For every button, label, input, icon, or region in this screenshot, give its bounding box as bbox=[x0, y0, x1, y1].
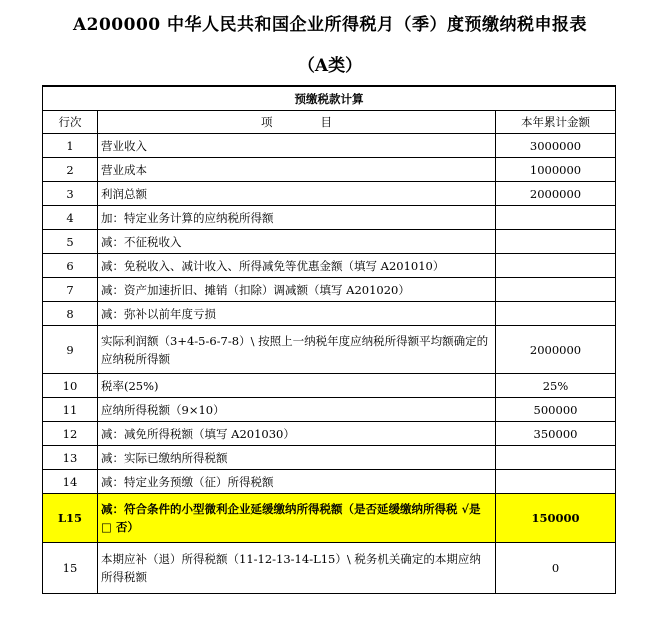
line-no: 4 bbox=[43, 206, 98, 230]
column-header-item-left: 项 bbox=[261, 115, 273, 129]
item-label: 减：特定业务预缴（征）所得税额 bbox=[98, 470, 496, 494]
amount-cell[interactable]: 150000 bbox=[496, 494, 616, 543]
line-no: 2 bbox=[43, 158, 98, 182]
line-no: 5 bbox=[43, 230, 98, 254]
column-header-row bbox=[43, 111, 616, 134]
amount-cell[interactable] bbox=[496, 446, 616, 470]
line-no: 13 bbox=[43, 446, 98, 470]
column-header-item bbox=[98, 111, 496, 134]
column-header-line-no: 行次 bbox=[43, 111, 98, 134]
item-label: 减：弥补以前年度亏损 bbox=[98, 302, 496, 326]
table-row bbox=[43, 158, 616, 182]
table-row bbox=[43, 134, 616, 158]
line-no: 11 bbox=[43, 398, 98, 422]
table-row bbox=[43, 206, 616, 230]
column-header-amount: 本年累计金额 bbox=[496, 111, 616, 134]
line-no: 14 bbox=[43, 470, 98, 494]
amount-cell[interactable]: 3000000 bbox=[496, 134, 616, 158]
item-label: 减：实际已缴纳所得税额 bbox=[98, 446, 496, 470]
table-row bbox=[43, 422, 616, 446]
line-no: 9 bbox=[43, 326, 98, 374]
line-no: 1 bbox=[43, 134, 98, 158]
table-row bbox=[43, 182, 616, 206]
table-row bbox=[43, 446, 616, 470]
line-no: L15 bbox=[43, 494, 98, 543]
form-subtitle: （A类） bbox=[297, 56, 363, 76]
line-no: 7 bbox=[43, 278, 98, 302]
line-no: 6 bbox=[43, 254, 98, 278]
line-no: 8 bbox=[43, 302, 98, 326]
item-label: 营业成本 bbox=[98, 158, 496, 182]
line-no: 10 bbox=[43, 374, 98, 398]
amount-cell[interactable]: 350000 bbox=[496, 422, 616, 446]
item-label: 加：特定业务计算的应纳税所得额 bbox=[98, 206, 496, 230]
line-no: 15 bbox=[43, 543, 98, 594]
item-label: 减：不征税收入 bbox=[98, 230, 496, 254]
tax-table bbox=[42, 85, 616, 594]
line-no: 12 bbox=[43, 422, 98, 446]
amount-cell[interactable]: 500000 bbox=[496, 398, 616, 422]
item-label: 减：减免所得税额（填写 A201030） bbox=[98, 422, 496, 446]
section-header: 预缴税款计算 bbox=[43, 86, 616, 111]
amount-cell[interactable] bbox=[496, 254, 616, 278]
item-label: 减：免税收入、减计收入、所得减免等优惠金额（填写 A201010） bbox=[98, 254, 496, 278]
amount-cell[interactable] bbox=[496, 302, 616, 326]
item-label: 利润总额 bbox=[98, 182, 496, 206]
table-row bbox=[43, 278, 616, 302]
item-label: 营业收入 bbox=[98, 134, 496, 158]
table-row bbox=[43, 374, 616, 398]
item-label: 减：资产加速折旧、摊销（扣除）调减额（填写 A201020） bbox=[98, 278, 496, 302]
item-label: 减：符合条件的小型微利企业延缓缴纳所得税额（是否延缓缴纳所得税 √是 □ 否） bbox=[98, 494, 496, 543]
table-row bbox=[43, 543, 616, 594]
amount-cell[interactable] bbox=[496, 206, 616, 230]
table-row bbox=[43, 398, 616, 422]
amount-cell[interactable]: 1000000 bbox=[496, 158, 616, 182]
table-row bbox=[43, 254, 616, 278]
table-row bbox=[43, 230, 616, 254]
table-row bbox=[43, 302, 616, 326]
item-label: 税率(25%) bbox=[98, 374, 496, 398]
item-label: 本期应补（退）所得税额（11-12-13-14-L15）\ 税务机关确定的本期应纳所得税额 bbox=[98, 543, 496, 594]
amount-cell[interactable]: 25% bbox=[496, 374, 616, 398]
amount-cell[interactable]: 2000000 bbox=[496, 182, 616, 206]
amount-cell[interactable] bbox=[496, 278, 616, 302]
amount-cell[interactable]: 2000000 bbox=[496, 326, 616, 374]
table-row bbox=[43, 470, 616, 494]
amount-cell[interactable] bbox=[496, 470, 616, 494]
item-label: 实际利润额（3+4-5-6-7-8）\ 按照上一纳税年度应纳税所得额平均额确定的应纳税所得额 bbox=[98, 326, 496, 374]
amount-cell[interactable] bbox=[496, 230, 616, 254]
highlighted-row bbox=[43, 494, 616, 543]
form-title: A200000 中华人民共和国企业所得税月（季）度预缴纳税申报表 bbox=[72, 15, 588, 35]
line-no: 3 bbox=[43, 182, 98, 206]
column-header-item-right: 目 bbox=[320, 115, 332, 129]
table-row bbox=[43, 326, 616, 374]
amount-cell[interactable]: 0 bbox=[496, 543, 616, 594]
section-header-row bbox=[43, 86, 616, 111]
item-label: 应纳所得税额（9×10） bbox=[98, 398, 496, 422]
